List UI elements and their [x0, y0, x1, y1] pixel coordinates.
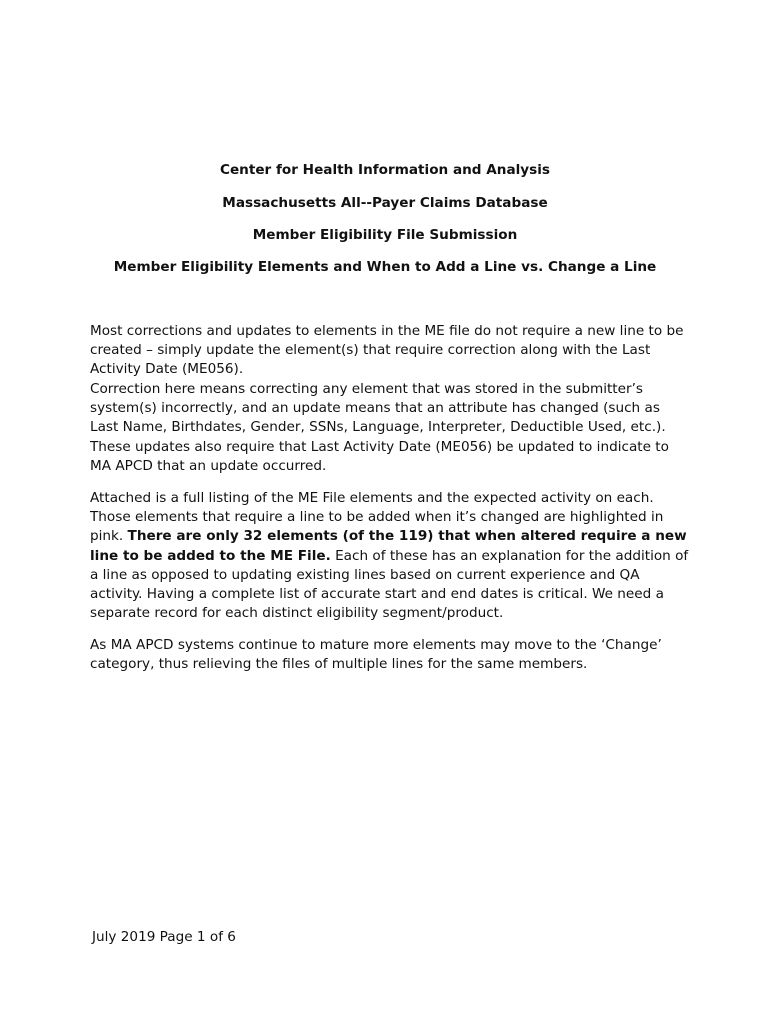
submission-heading: Member Eligibility File Submission	[252, 227, 518, 243]
paragraph-listing-intro: Attached is a full listing of the ME File elements and the expected activity on each. Those elements that require a line to be added when it’s changed are highlighted in pink.	[90, 490, 664, 545]
document-title: Member Eligibility Elements and When to Add a Line vs. Change a Line	[113, 259, 657, 275]
paragraph-listing-emphasis: There are only 32 elements (of the 119) that when altered require a new line to be added to the ME File.	[90, 528, 687, 564]
paragraph-future: As MA APCD systems continue to mature more elements may move to the ‘Change’ category, thus relieving the files of multiple lines for the same members.	[90, 637, 662, 673]
paragraph-corrections: Most corrections and updates to elements in the ME file do not require a new line to be created – simply update the element(s) that require correction along with the Last Activity Date (ME056).	[90, 323, 684, 378]
organization-heading: Center for Health Information and Analysis	[219, 162, 551, 178]
paragraph-listing-rest: Each of these has an explanation for the addition of a line as opposed to updating existing lines based on current experience and QA activity. Having a complete list of accurate start and end dates is critical. We need a separate record for each distinct eligibility segment/product.	[90, 547, 689, 622]
page-footer: July 2019 Page 1 of 6	[92, 929, 236, 945]
database-heading: Massachusetts All--Payer Claims Database	[222, 195, 548, 211]
paragraph-listing	[90, 489, 690, 623]
paragraph-definitions: Correction here means correcting any element that was stored in the submitter’s system(s) incorrectly, and an update means that an attribute has changed (such as Last Name, Birthdates, Gender, SSNs, Language, Interpreter, Deductible Used, etc.). These updates also require that Last Activity Date (ME056) be updated to indicate to MA APCD that an update occurred.	[90, 381, 669, 474]
